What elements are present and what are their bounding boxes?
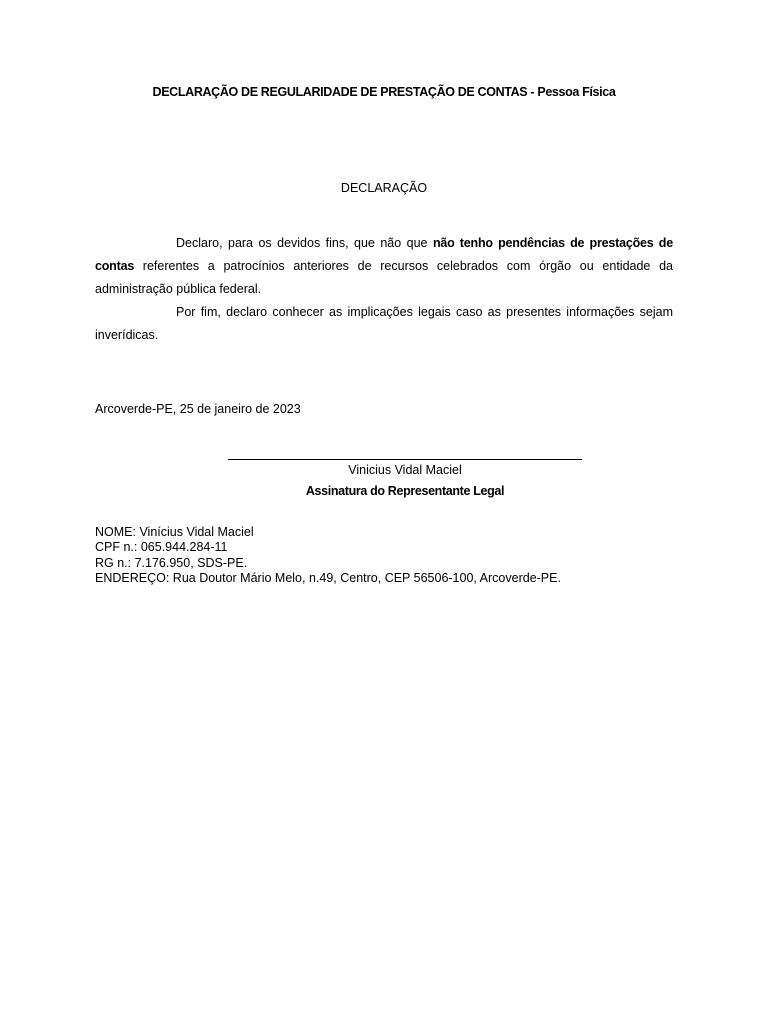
declaration-paragraph-2: Por fim, declaro conhecer as implicações legais caso as presentes informações sejam inverídicas. — [95, 305, 673, 342]
signature-block — [228, 459, 582, 499]
document-title: DECLARAÇÃO DE REGULARIDADE DE PRESTAÇÃO DE CONTAS - Pessoa Física — [152, 85, 616, 99]
identification-name: NOME: Vinícius Vidal Maciel — [95, 525, 254, 539]
declaration-body — [95, 232, 673, 347]
paragraph-1-bold-text: não tenho pendências de prestações de contas — [95, 236, 673, 273]
paragraph-1-text-start: Declaro, para os devidos fins, que não que — [176, 236, 433, 250]
identification-block — [95, 525, 561, 586]
identification-address: ENDEREÇO: Rua Doutor Mário Melo, n.49, Centro, CEP 56506-100, Arcoverde-PE. — [95, 570, 561, 585]
place-and-date: Arcoverde-PE, 25 de janeiro de 2023 — [95, 402, 301, 416]
declaration-paragraph-1 — [95, 232, 673, 301]
identification-cpf: CPF n.: 065.944.284-11 — [95, 540, 228, 555]
signer-role: Assinatura do Representante Legal — [305, 484, 505, 498]
paragraph-1-text-end: referentes a patrocínios anteriores de recursos celebrados com órgão ou entidade da administração pública federal. — [95, 259, 673, 296]
signer-name: Vinicius Vidal Maciel — [348, 463, 462, 477]
declaration-heading: DECLARAÇÃO — [340, 181, 428, 195]
signature-line — [228, 459, 582, 460]
identification-rg: RG n.: 7.176.950, SDS-PE. — [95, 555, 248, 570]
